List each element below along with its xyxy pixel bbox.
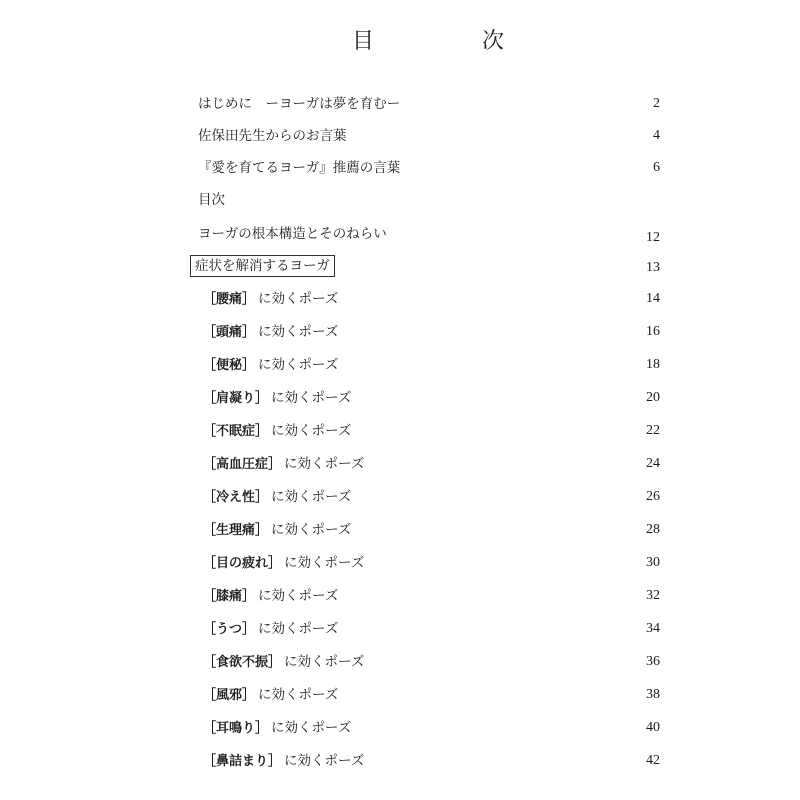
title-char-1: 目: [352, 29, 375, 54]
pose-keyword: ［目の疲れ］: [203, 556, 282, 571]
pose-suffix: に効くポーズ: [284, 456, 365, 472]
toc-entry[interactable]: [198, 156, 660, 180]
toc-entry-page: 38: [646, 687, 660, 702]
pose-entry[interactable]: [198, 518, 660, 542]
toc-entry-page: 18: [646, 357, 660, 372]
title-char-2: 次: [482, 29, 505, 54]
pose-keyword: ［食欲不振］: [203, 655, 282, 670]
toc-entry-label: 目次: [198, 192, 225, 208]
pose-suffix: に効くポーズ: [258, 357, 339, 373]
pose-entry[interactable]: [198, 485, 660, 509]
pose-suffix: に効くポーズ: [258, 687, 339, 703]
toc-entry-page: 16: [646, 324, 660, 339]
pose-keyword: ［冷え性］: [203, 490, 269, 505]
pose-keyword: ［腰痛］: [203, 292, 256, 307]
pose-keyword: ［生理痛］: [203, 523, 269, 538]
pose-entry[interactable]: [198, 650, 660, 674]
pose-keyword: ［肩凝り］: [203, 391, 269, 406]
toc-entry-page: 30: [646, 555, 660, 570]
pose-suffix: に効くポーズ: [271, 522, 352, 538]
toc-entry-page: 12: [646, 230, 660, 245]
toc-entry-page: 14: [646, 291, 660, 306]
toc-entry-page: 26: [646, 489, 660, 504]
pose-suffix: に効くポーズ: [258, 324, 339, 340]
pose-keyword: ［便秘］: [203, 358, 256, 373]
pose-entry[interactable]: [198, 716, 660, 740]
toc-entry-page: 34: [646, 621, 660, 636]
pose-suffix: に効くポーズ: [271, 720, 352, 736]
pose-suffix: に効くポーズ: [284, 555, 365, 571]
pose-suffix: に効くポーズ: [258, 291, 339, 307]
toc-entry[interactable]: [198, 222, 660, 246]
pose-entry[interactable]: [198, 617, 660, 641]
toc-entry-page: 42: [646, 753, 660, 768]
pose-suffix: に効くポーズ: [284, 654, 365, 670]
pose-suffix: に効くポーズ: [271, 423, 352, 439]
toc-entry[interactable]: [198, 124, 660, 148]
pose-entry[interactable]: [198, 452, 660, 476]
pose-entry[interactable]: [198, 386, 660, 410]
pose-entry[interactable]: [198, 287, 660, 311]
toc-entry-page: 4: [653, 128, 660, 143]
pose-keyword: ［耳鳴り］: [203, 721, 269, 736]
toc-entry-page: 2: [653, 96, 660, 111]
toc-entry-label: ヨーガの根本構造とそのねらい: [198, 226, 387, 242]
pose-entry[interactable]: [198, 551, 660, 575]
toc-entry-page: 24: [646, 456, 660, 471]
toc-section-entry[interactable]: [195, 254, 660, 278]
pose-entry[interactable]: [198, 419, 660, 443]
toc-entry-page: 28: [646, 522, 660, 537]
section-heading-box: 症状を解消するヨーガ: [190, 255, 335, 277]
toc-entry-label: 『愛を育てるヨーガ』推薦の言葉: [198, 160, 401, 176]
pose-suffix: に効くポーズ: [271, 390, 352, 406]
pose-keyword: ［うつ］: [203, 622, 256, 637]
pose-suffix: に効くポーズ: [271, 489, 352, 505]
toc-entry-page: 20: [646, 390, 660, 405]
toc-entry-label: はじめに ーヨーガは夢を育むー: [198, 96, 401, 112]
pose-entry[interactable]: [198, 320, 660, 344]
pose-keyword: ［頭痛］: [203, 325, 256, 340]
toc-entry-label: 佐保田先生からのお言葉: [198, 128, 347, 144]
pose-keyword: ［鼻詰まり］: [203, 754, 282, 769]
pose-entry[interactable]: [198, 584, 660, 608]
pose-suffix: に効くポーズ: [258, 621, 339, 637]
toc-entry-page: 36: [646, 654, 660, 669]
pose-suffix: に効くポーズ: [284, 753, 365, 769]
toc-entry-page: 22: [646, 423, 660, 438]
toc-entry-page: 6: [653, 160, 660, 175]
pose-keyword: ［不眠症］: [203, 424, 269, 439]
toc-entry[interactable]: [198, 92, 660, 116]
toc-entry-page: 40: [646, 720, 660, 735]
pose-keyword: ［高血圧症］: [203, 457, 282, 472]
pose-keyword: ［風邪］: [203, 688, 256, 703]
toc-entry-page: 13: [646, 260, 660, 275]
toc-entry[interactable]: [198, 188, 660, 212]
pose-entry[interactable]: [198, 683, 660, 707]
pose-entry[interactable]: [198, 749, 660, 773]
pose-entry[interactable]: [198, 353, 660, 377]
pose-suffix: に効くポーズ: [258, 588, 339, 604]
pose-keyword: ［膝痛］: [203, 589, 256, 604]
toc-entry-page: 32: [646, 588, 660, 603]
